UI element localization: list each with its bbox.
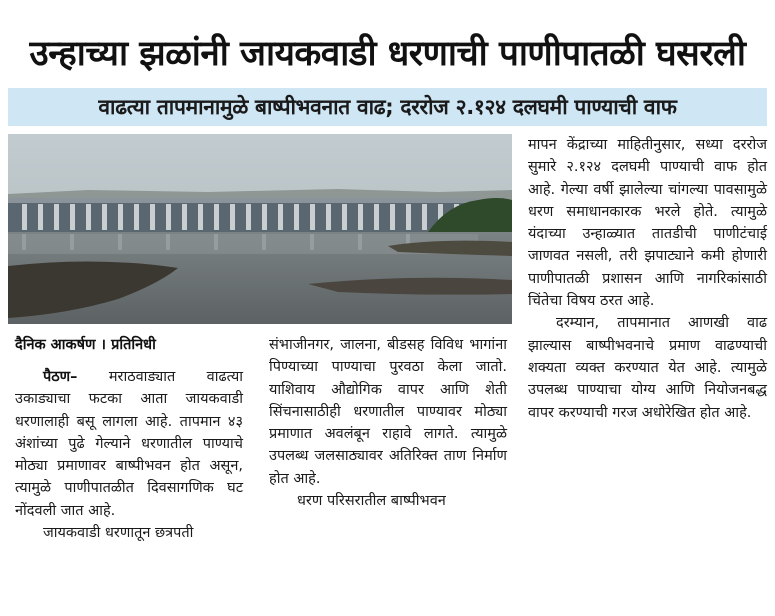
headline: उन्हाच्या झळांनी जायकवाडी धरणाची पाणीपातळी घसरली <box>29 34 746 74</box>
article-column-2 <box>269 334 507 512</box>
article-column-1 <box>15 334 243 544</box>
paragraph: जायकवाडी धरणातून छत्रपती <box>43 525 194 542</box>
article-column-3 <box>528 134 767 424</box>
paragraph: दरम्यान, तापमानात आणखी वाढ झाल्यास बाष्पीभवनाचे प्रमाण वाढण्याची शक्यता व्यक्त करण्यात येत आहे. त्यामुळे उपलब्ध पाण्याचा योग्य आणि नियोजनबद्ध वापर करण्याची गरज अधोरेखित होत आहे. <box>528 315 767 421</box>
subheadline: वाढत्या तापमानामुळे बाष्पीभवनात वाढ; दररोज २.१२४ दलघमी पाण्याची वाफ <box>8 88 767 126</box>
dam-photo-icon <box>8 134 512 324</box>
paragraph-text: मराठवाड्यात वाढत्या उकाड्याचा फटका आता जायकवाडी धरणालाही बसू लागला आहे. तापमान ४३ अंशांच्या पुढे गेल्याने धरणातील पाण्याचे मोठ्या प्रमाणावर बाष्पीभवन होत असून, त्यामुळे पाणीपातळीत दिवसागणिक घट नोंदवली जात आहे. <box>15 369 244 519</box>
byline: दैनिक आकर्षण । प्रतिनिधी <box>15 337 156 353</box>
paragraph <box>15 366 243 522</box>
paragraph: मापन केंद्राच्या माहितीनुसार, सध्या दररोज सुमारे २.१२४ दलघमी पाण्याची वाफ होत आहे. गेल्या वर्षी झालेल्या चांगल्या पावसामुळे धरण समाधानकारक भरले होते. त्यामुळे यंदाच्या उन्हाळ्यात तातडीची पाणीटंचाई जाणवत नसली, तरी झपाट्याने कमी होणारी पाणीपातळी प्रशासन आणि नागरिकांसाठी चिंतेचा विषय ठरत आहे. <box>528 137 767 310</box>
dateline: पैठण– <box>43 369 78 385</box>
paragraph: धरण परिसरातील बाष्पीभवन <box>297 493 446 510</box>
dam-photo <box>8 134 512 324</box>
paragraph: संभाजीनगर, जालना, बीडसह विविध भागांना पिण्याच्या पाण्याचा पुरवठा केला जातो. याशिवाय औद्योगिक वापर आणि शेती सिंचनासाठीही धरणातील पाण्यावर मोठ्या प्रमाणात अवलंबून राहावे लागते. त्यामुळे उपलब्ध जलसाठ्यावर अतिरिक्त ताण निर्माण होत आहे. <box>269 337 507 487</box>
